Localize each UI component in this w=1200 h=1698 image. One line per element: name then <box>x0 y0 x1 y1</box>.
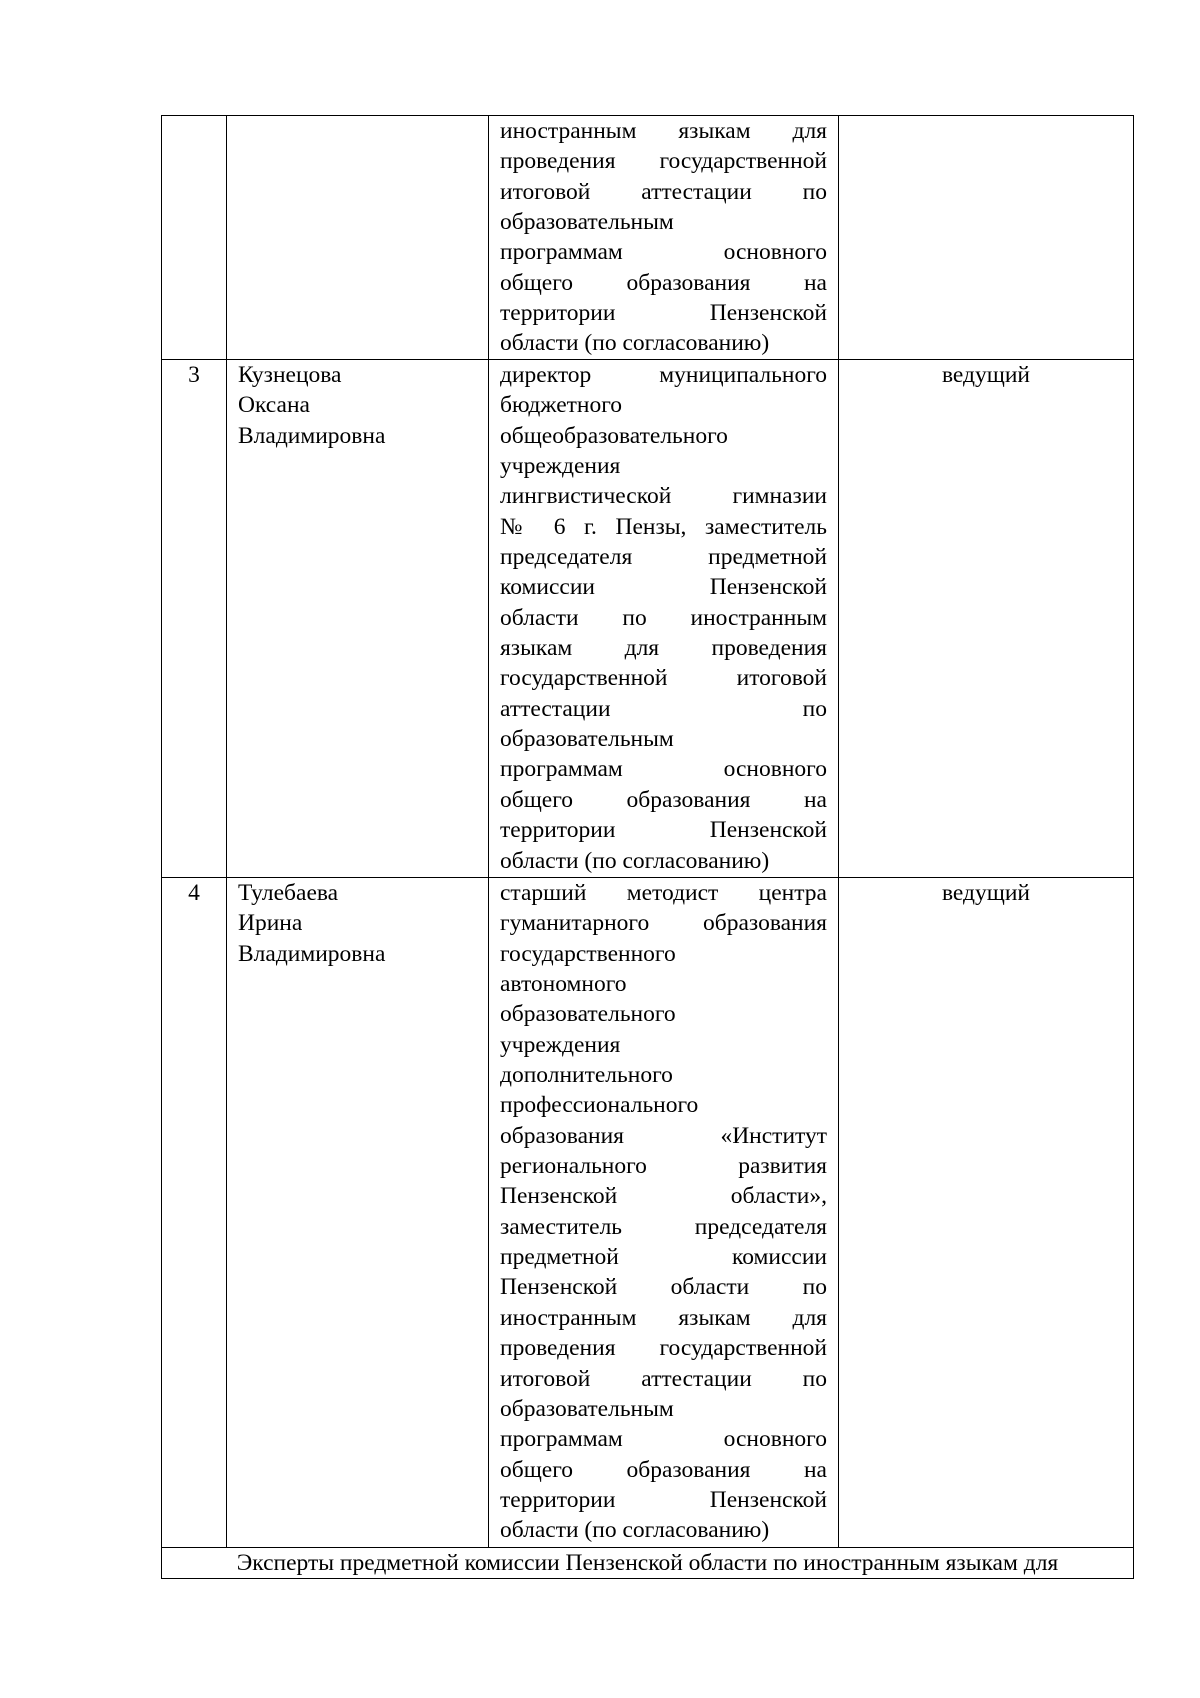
position-line: государственного <box>500 940 676 967</box>
position-line: общего образования на <box>500 786 827 813</box>
member-role: ведущий <box>839 360 1134 878</box>
position-line: иностранным языкам для <box>500 118 827 144</box>
position-line: дополнительного <box>500 1062 673 1089</box>
name-line: Ирина <box>238 910 303 937</box>
experts-heading: Эксперты предметной комиссии Пензенской области по иностранным языкам для <box>162 1548 1134 1579</box>
row-number <box>162 116 227 360</box>
member-name <box>227 116 489 360</box>
position-line: итоговой аттестации по <box>500 178 827 205</box>
position-line: учреждения <box>500 453 621 480</box>
table-row <box>162 1548 1134 1579</box>
position-line: территории Пензенской <box>500 300 827 327</box>
position-line: образовательным <box>500 726 674 753</box>
member-name <box>227 878 489 1548</box>
table-row <box>162 878 1134 1548</box>
position-line: председателя предметной <box>500 544 827 571</box>
position-line: области (по согласованию) <box>500 847 770 874</box>
position-line: комиссии Пензенской <box>500 574 827 601</box>
position-line: иностранным языкам для <box>500 1304 827 1331</box>
position-line: регионального развития <box>500 1153 827 1180</box>
table-row <box>162 116 1134 360</box>
position-line: автономного <box>500 971 627 998</box>
member-role: ведущий <box>839 878 1134 1548</box>
position-line: заместитель председателя <box>500 1213 827 1240</box>
position-line: предметной комиссии <box>500 1244 827 1271</box>
position-line: Пензенской области по <box>500 1274 827 1301</box>
position-line: государственной итоговой <box>500 665 827 692</box>
position-line: образовательным <box>500 209 674 236</box>
position-line: территории Пензенской <box>500 1486 827 1513</box>
position-line: программам основного <box>500 1426 827 1453</box>
position-line: старший методист центра <box>500 880 827 906</box>
position-line: образовательным <box>500 1395 674 1422</box>
position-line: проведения государственной <box>500 148 827 175</box>
position-line: проведения государственной <box>500 1335 827 1362</box>
position-line: общего образования на <box>500 1456 827 1483</box>
position-line: аттестации по <box>500 695 827 722</box>
name-line: Владимировна <box>238 940 386 967</box>
member-position <box>489 360 839 878</box>
position-line: образования «Институт <box>500 1122 827 1149</box>
position-line: лингвистической гимназии <box>500 483 827 510</box>
name-line: Владимировна <box>238 422 386 449</box>
position-line: общего образования на <box>500 269 827 296</box>
position-line: территории Пензенской <box>500 817 827 844</box>
member-role <box>839 116 1134 360</box>
position-line: профессионального <box>500 1092 699 1119</box>
name-line: Оксана <box>238 392 310 419</box>
position-line: программам основного <box>500 756 827 783</box>
position-line: № 6 г. Пензы, заместитель <box>500 513 827 540</box>
row-number: 3 <box>162 360 227 878</box>
member-name <box>227 360 489 878</box>
position-line: бюджетного <box>500 392 623 419</box>
position-line: общеобразовательного <box>500 422 728 449</box>
position-line: программам основного <box>500 239 827 266</box>
table-row <box>162 360 1134 878</box>
position-line: области (по согласованию) <box>500 1517 770 1544</box>
position-line: области (по согласованию) <box>500 330 770 357</box>
position-line: учреждения <box>500 1031 621 1058</box>
position-line: итоговой аттестации по <box>500 1365 827 1392</box>
row-number: 4 <box>162 878 227 1548</box>
member-position <box>489 116 839 360</box>
name-line: Тулебаева <box>238 880 339 906</box>
position-line: образовательного <box>500 1001 676 1028</box>
member-position <box>489 878 839 1548</box>
position-line: директор муниципального <box>500 362 827 388</box>
commission-table <box>161 115 1134 1579</box>
position-line: Пензенской области», <box>500 1183 827 1210</box>
name-line: Кузнецова <box>238 362 342 388</box>
position-line: области по иностранным <box>500 604 827 631</box>
position-line: языкам для проведения <box>500 635 827 662</box>
position-line: гуманитарного образования <box>500 910 827 937</box>
